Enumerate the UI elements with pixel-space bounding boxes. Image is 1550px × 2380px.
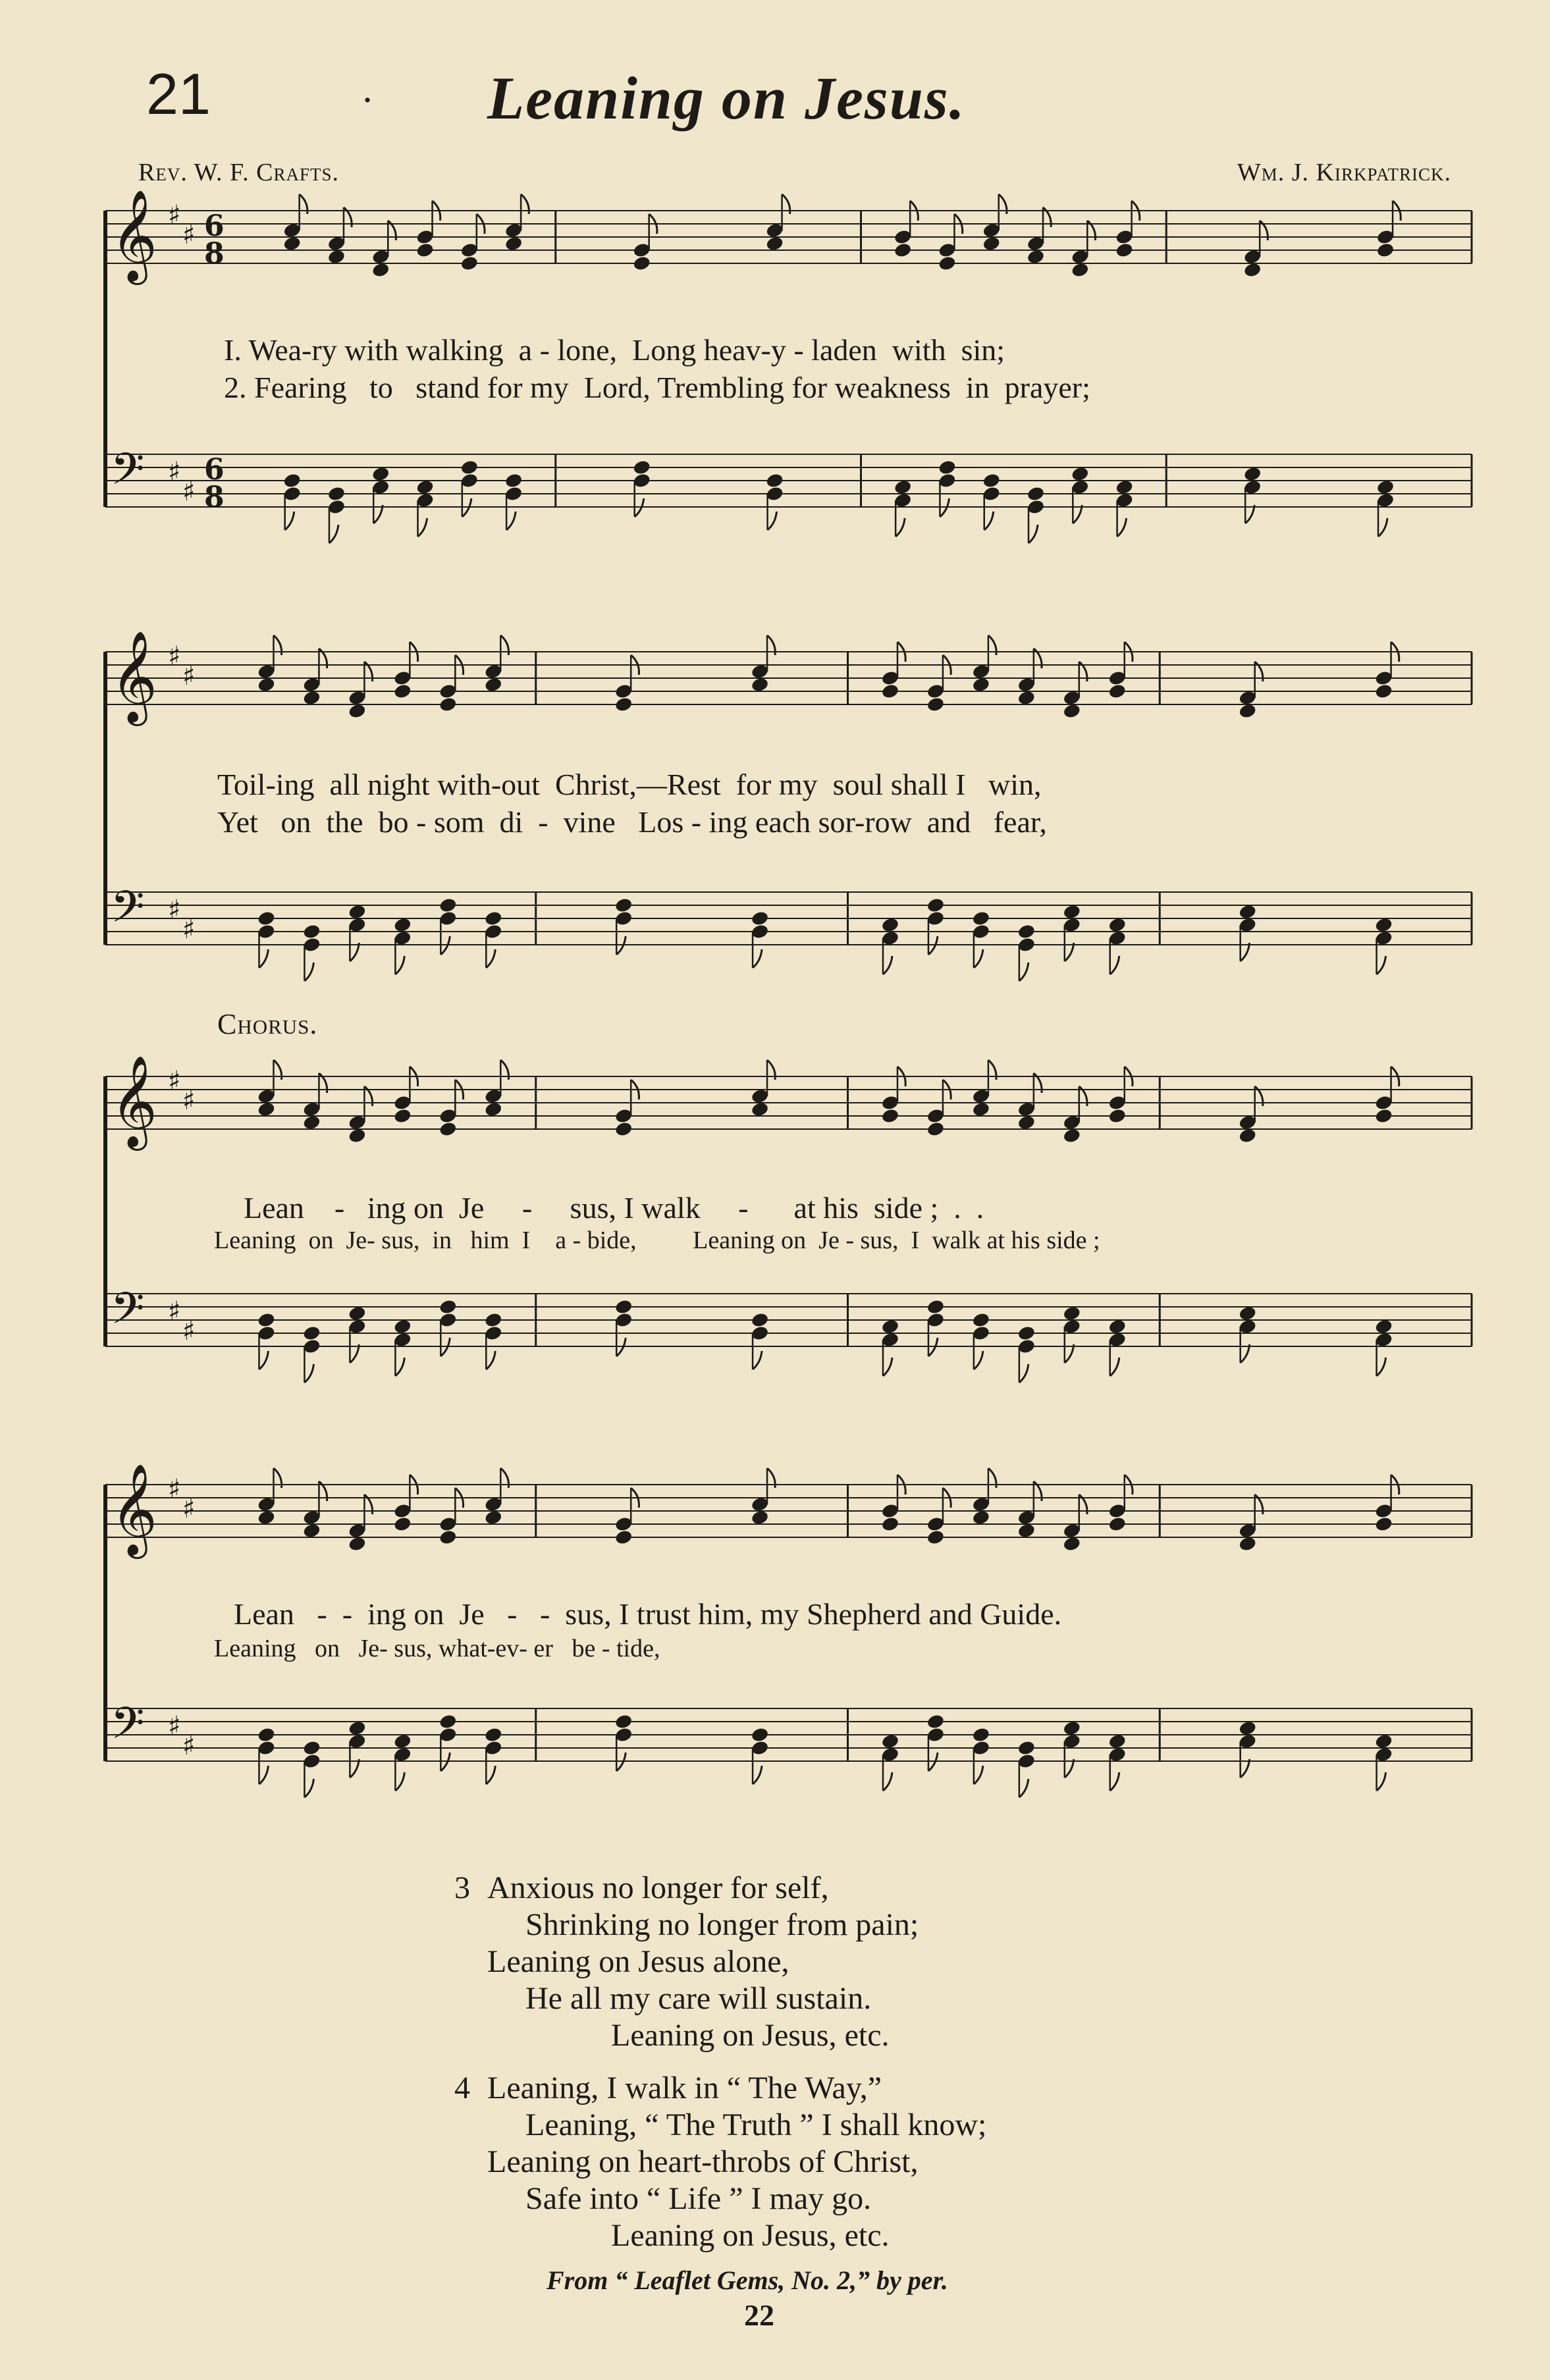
note-head [484, 676, 503, 693]
note-head [1374, 1107, 1393, 1124]
treble-clef-icon: 𝄞 [111, 1055, 157, 1147]
note-head [302, 1522, 321, 1539]
note-head [632, 459, 651, 475]
verse-2-lyrics-line-1: 2. Fearing to stand for my Lord, Trembling for weakness in prayer; [224, 371, 1090, 404]
note-head [1017, 1114, 1036, 1130]
additional-stanzas [454, 1870, 986, 2270]
note-head [881, 1318, 900, 1335]
note-head [1062, 1305, 1081, 1321]
note-head [348, 903, 367, 920]
note-head [460, 255, 479, 271]
note-flag [768, 512, 777, 530]
sharp-icon: ♯ [168, 457, 181, 487]
note-head [348, 1127, 367, 1144]
note-head [1374, 1733, 1393, 1749]
stanza-3-number: 3 [454, 1870, 470, 1905]
note-flag [285, 512, 294, 530]
note-head [982, 472, 1001, 489]
note-head [1017, 689, 1036, 706]
sharp-icon: ♯ [168, 641, 181, 672]
note-head [765, 235, 784, 251]
note-head [894, 242, 913, 258]
sharp-icon: ♯ [168, 895, 181, 925]
music-system-1 [0, 190, 1550, 566]
note-head [926, 1529, 946, 1545]
stanza-4-line-4: Safe into “ Life ” I may go. [525, 2181, 872, 2216]
title-ornament: · [361, 78, 374, 122]
note-head [1238, 702, 1257, 719]
sharp-icon: ♯ [182, 1316, 196, 1346]
note-head [1108, 916, 1127, 933]
note-head [1062, 702, 1081, 719]
note-head [1374, 916, 1393, 933]
note-head [1374, 683, 1393, 699]
music-system-2 [0, 629, 1550, 1017]
sharp-icon: ♯ [182, 1494, 196, 1524]
note-flag [1019, 1364, 1029, 1383]
note-head [894, 479, 913, 495]
note-head [972, 1726, 991, 1743]
bass-clef-icon: 𝄢 [111, 444, 145, 505]
note-flag [304, 963, 313, 981]
note-head [1108, 683, 1127, 699]
stanza-3-refrain: Leaning on Jesus, etc. [611, 2018, 890, 2053]
treble-clef-icon: 𝄞 [111, 631, 157, 722]
note-flag [1019, 963, 1029, 981]
stanza-4-line-3: Leaning on heart-throbs of Christ, [487, 2144, 919, 2179]
note-head [881, 1733, 900, 1749]
note-head [614, 1298, 633, 1315]
note-head [926, 1121, 946, 1137]
note-flag [329, 525, 338, 543]
sharp-icon: ♯ [168, 1066, 181, 1096]
note-head [348, 702, 367, 719]
chorus-bass-lyrics-2: Leaning on Je- sus, what-ev- er be - tide, [214, 1635, 660, 1662]
note-head [1374, 1516, 1393, 1532]
note-head [460, 459, 479, 475]
note-head [1243, 261, 1262, 278]
note-head [1062, 1720, 1081, 1736]
note-head [614, 1713, 633, 1730]
note-head [614, 1529, 633, 1545]
note-head [439, 1713, 458, 1730]
stanza-4-number: 4 [454, 2071, 470, 2105]
note-head [614, 696, 633, 712]
note-head [938, 459, 957, 475]
note-head [1115, 479, 1134, 495]
note-head [1062, 1127, 1081, 1144]
note-head [1115, 242, 1134, 258]
note-head [1108, 1107, 1127, 1124]
note-flag [486, 1351, 495, 1369]
note-flag [1065, 943, 1074, 961]
note-head [371, 465, 390, 482]
note-head [1017, 1522, 1036, 1539]
note-flag [350, 943, 359, 961]
page-number: 22 [744, 2298, 774, 2332]
note-head [439, 1298, 458, 1315]
note-flag [984, 512, 994, 530]
note-flag [753, 1766, 762, 1784]
note-flag [1245, 505, 1254, 523]
note-head [282, 235, 302, 251]
note-flag [883, 1358, 892, 1376]
note-flag [1110, 956, 1119, 974]
note-head [302, 1114, 321, 1130]
chorus-melody-lyrics-2: Lean - - ing on Je - - sus, I trust him, my Shepherd and Guide. [234, 1597, 1062, 1631]
time-signature-bottom: 8 [204, 481, 225, 514]
stanza-4-refrain: Leaning on Jesus, etc. [611, 2218, 890, 2253]
sharp-icon: ♯ [182, 661, 196, 691]
note-head [439, 1121, 458, 1137]
stanza-4-line-1: Leaning, I walk in “ The Way,” [487, 2071, 882, 2105]
note-head [881, 1516, 900, 1532]
source-note: From “ Leaflet Gems, No. 2,” by per. [547, 2265, 948, 2295]
note-head [484, 910, 503, 926]
note-head [1238, 1127, 1257, 1144]
treble-clef-icon: 𝄞 [111, 190, 157, 281]
note-flag [1377, 956, 1386, 974]
verse-1-lyrics-line-2: Toil-ing all night with-out Christ,—Rest for my soul shall I win, [217, 768, 1042, 801]
note-head [1238, 1535, 1257, 1552]
note-flag [1110, 1358, 1119, 1376]
note-head [302, 1325, 321, 1341]
note-head [257, 1101, 276, 1117]
note-flag [395, 956, 404, 974]
time-signature-bottom: 8 [204, 237, 225, 271]
note-head [982, 235, 1001, 251]
bass-staff [105, 444, 1472, 543]
note-flag [395, 1772, 404, 1791]
note-head [1376, 242, 1395, 258]
time-signature-top: 6 [204, 453, 225, 487]
note-head [765, 472, 784, 489]
music-system-3 [0, 1053, 1550, 1448]
chorus-melody-lyrics-1: Lean - ing on Je - sus, I walk - at his side ; . . [244, 1191, 984, 1225]
note-flag [506, 512, 516, 530]
note-head [972, 910, 991, 926]
hymn-number: 21 [146, 61, 211, 126]
note-head [1374, 1318, 1393, 1335]
stanza-3-line-3: Leaning on Jesus alone, [487, 1944, 789, 1979]
note-flag [1377, 1358, 1386, 1376]
bass-staff [105, 1283, 1472, 1383]
note-flag [259, 1351, 268, 1369]
note-head [415, 242, 435, 258]
note-head [257, 1311, 276, 1328]
note-head [302, 689, 321, 706]
note-flag [259, 1766, 268, 1784]
note-flag [1065, 1759, 1074, 1778]
note-head [972, 1311, 991, 1328]
chorus-bass-lyrics-1: Leaning on Je- sus, in him I a - bide, Leaning on Je - sus, I walk at his side ; [214, 1227, 1100, 1254]
note-head [302, 923, 321, 939]
sharp-icon: ♯ [182, 1086, 196, 1116]
note-head [1238, 1720, 1257, 1736]
note-head [1243, 465, 1262, 482]
note-flag [1029, 525, 1038, 543]
note-head [327, 485, 346, 502]
note-flag [350, 1759, 359, 1778]
treble-staff [105, 631, 1472, 726]
note-flag [1377, 1772, 1386, 1791]
chorus-label: Chorus. [217, 1008, 318, 1040]
note-head [439, 1529, 458, 1545]
note-flag [1241, 943, 1250, 961]
note-head [1027, 248, 1046, 265]
composer-credit: Wm. J. Kirkpatrick. [1237, 159, 1451, 186]
bass-staff [105, 1698, 1472, 1797]
note-flag [350, 1344, 359, 1363]
note-head [926, 897, 946, 913]
note-head [1238, 1305, 1257, 1321]
sharp-icon: ♯ [182, 477, 196, 507]
stanza-3 [454, 1870, 986, 2054]
note-head [439, 696, 458, 712]
note-head [415, 479, 435, 495]
note-head [439, 897, 458, 913]
note-head [393, 916, 412, 933]
note-head [751, 910, 770, 926]
note-head [1017, 1325, 1036, 1341]
note-head [504, 235, 523, 251]
note-head [1017, 923, 1036, 939]
note-flag [1019, 1779, 1029, 1797]
note-flag [395, 1358, 404, 1376]
note-flag [753, 949, 762, 968]
note-head [926, 1298, 946, 1315]
note-head [1376, 479, 1395, 495]
note-head [751, 1726, 770, 1743]
bass-staff [105, 882, 1472, 981]
sharp-icon: ♯ [182, 220, 196, 250]
note-head [257, 1509, 276, 1525]
note-head [926, 696, 946, 712]
note-head [751, 1311, 770, 1328]
bass-clef-icon: 𝄢 [111, 882, 145, 943]
note-flag [1073, 505, 1082, 523]
sharp-icon: ♯ [168, 1711, 181, 1741]
note-head [393, 683, 412, 699]
note-head [881, 916, 900, 933]
note-flag [259, 949, 268, 968]
note-flag [974, 1351, 983, 1369]
note-flag [1110, 1772, 1119, 1791]
note-flag [1117, 518, 1127, 537]
note-head [348, 1535, 367, 1552]
note-flag [373, 505, 383, 523]
note-head [484, 1101, 503, 1117]
note-head [881, 1107, 900, 1124]
note-head [751, 676, 770, 693]
note-head [302, 1739, 321, 1756]
lyricist-credit: Rev. W. F. Crafts. [138, 159, 339, 186]
treble-clef-icon: 𝄞 [111, 1464, 157, 1555]
bass-clef-icon: 𝄢 [111, 1698, 145, 1759]
note-flag [895, 518, 905, 537]
note-head [614, 897, 633, 913]
music-system-4 [0, 1462, 1550, 1857]
note-flag [1065, 1344, 1074, 1363]
note-head [484, 1509, 503, 1525]
note-head [632, 255, 651, 271]
note-head [257, 676, 276, 693]
note-head [484, 1311, 503, 1328]
note-head [751, 1509, 770, 1525]
sharp-icon: ♯ [182, 1731, 196, 1761]
note-flag [974, 1766, 983, 1784]
bass-clef-icon: 𝄢 [111, 1283, 145, 1344]
sharp-icon: ♯ [168, 1296, 181, 1327]
note-flag [974, 949, 983, 968]
note-head [371, 261, 390, 278]
note-flag [486, 949, 495, 968]
note-head [348, 1720, 367, 1736]
note-flag [883, 956, 892, 974]
hymn-title: Leaning on Jesus. [487, 65, 966, 132]
sharp-icon: ♯ [182, 914, 196, 945]
verse-1-lyrics-line-1: I. Wea-ry with walking a - lone, Long heav-y - laden with sin; [224, 333, 1005, 367]
note-head [393, 1733, 412, 1749]
note-head [972, 1509, 991, 1525]
note-head [1071, 465, 1090, 482]
note-flag [304, 1779, 313, 1797]
note-head [257, 1726, 276, 1743]
note-flag [1241, 1344, 1250, 1363]
stanza-3-line-2: Shrinking no longer from pain; [525, 1907, 919, 1942]
note-flag [883, 1772, 892, 1791]
note-head [1062, 1535, 1081, 1552]
note-head [393, 1516, 412, 1532]
note-head [504, 472, 523, 489]
stanza-4-line-2: Leaning, “ The Truth ” I shall know; [525, 2107, 987, 2142]
stanza-4 [454, 2070, 986, 2254]
note-flag [1378, 518, 1387, 537]
sharp-icon: ♯ [168, 1474, 181, 1504]
note-head [484, 1726, 503, 1743]
note-flag [304, 1364, 313, 1383]
note-flag [1241, 1759, 1250, 1778]
time-signature-top: 6 [204, 209, 225, 243]
note-head [926, 1713, 946, 1730]
treble-staff [105, 1464, 1472, 1559]
sharp-icon: ♯ [168, 200, 181, 230]
note-head [393, 1107, 412, 1124]
note-head [1108, 1516, 1127, 1532]
note-head [257, 910, 276, 926]
stanza-3-line-4: He all my care will sustain. [525, 1981, 872, 2016]
note-head [938, 255, 957, 271]
note-head [1108, 1318, 1127, 1335]
note-head [881, 683, 900, 699]
note-head [614, 1121, 633, 1137]
stanza-3-line-1: Anxious no longer for self, [487, 1870, 829, 1905]
note-head [282, 472, 302, 489]
note-flag [486, 1766, 495, 1784]
note-head [348, 1305, 367, 1321]
treble-staff [105, 1055, 1472, 1151]
note-head [1027, 485, 1046, 502]
note-head [1238, 903, 1257, 920]
note-head [751, 1101, 770, 1117]
note-flag [418, 518, 427, 537]
note-head [972, 1101, 991, 1117]
treble-staff [105, 190, 1472, 285]
note-head [972, 676, 991, 693]
verse-2-lyrics-line-2: Yet on the bo - som di - vine Los - ing each sor-row and fear, [217, 805, 1047, 839]
note-head [1108, 1733, 1127, 1749]
note-head [1071, 261, 1090, 278]
note-flag [753, 1351, 762, 1369]
note-head [393, 1318, 412, 1335]
note-head [1062, 903, 1081, 920]
note-head [327, 248, 346, 265]
note-head [1017, 1739, 1036, 1756]
